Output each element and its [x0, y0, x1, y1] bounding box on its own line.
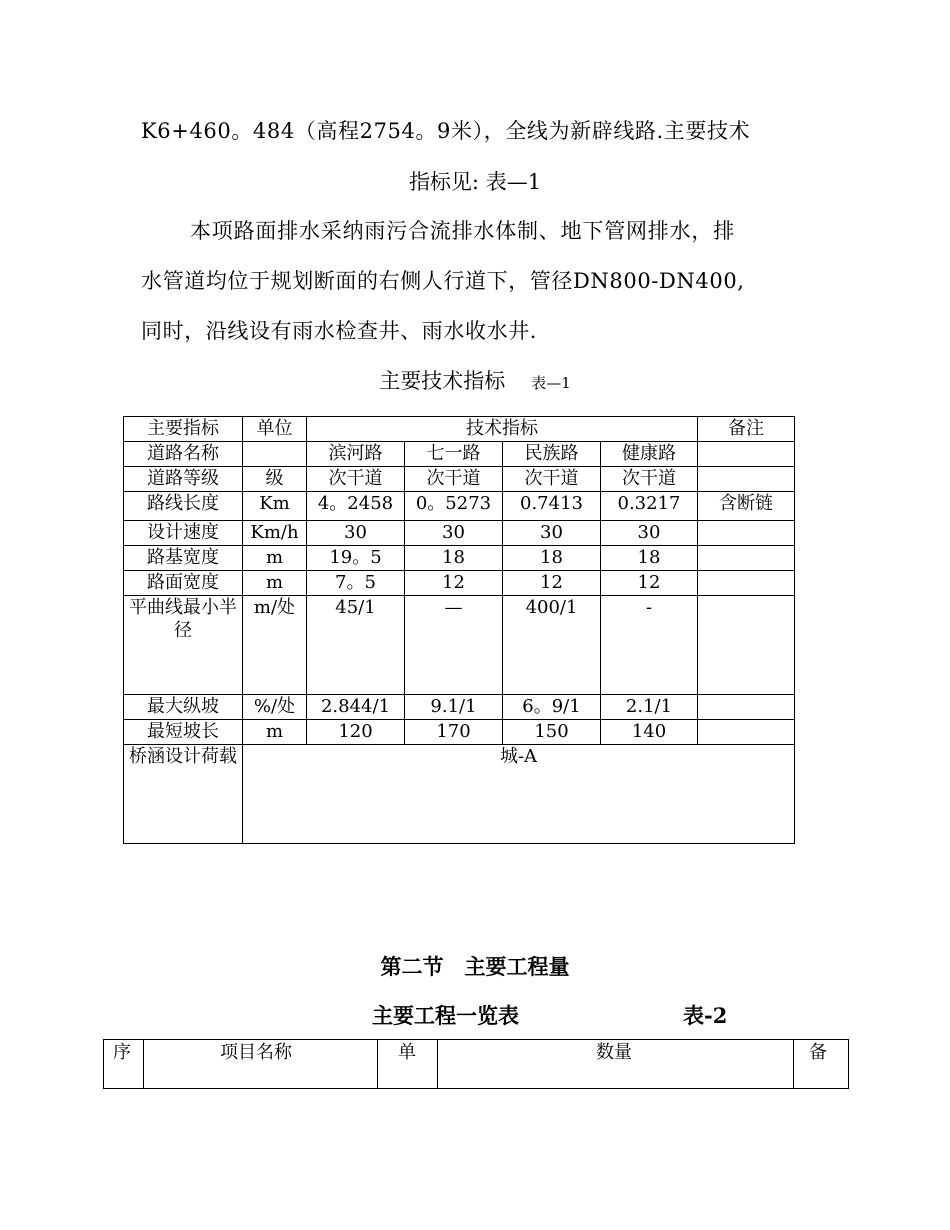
- table-cell: 18: [405, 546, 503, 571]
- table-cell: 路线长度: [124, 492, 243, 521]
- table-cell: [243, 442, 307, 467]
- table1-header-row: [124, 417, 795, 442]
- table-row: [124, 492, 795, 521]
- table-cell: 平曲线最小半径: [124, 596, 243, 695]
- table-cell: 次干道: [307, 467, 405, 492]
- paragraph-line-5: 同时，沿线设有雨水检查井、雨水收水井.: [141, 319, 538, 343]
- table-cell: m/处: [243, 596, 307, 695]
- table-row: [124, 467, 795, 492]
- table-cell: 30: [503, 521, 601, 546]
- table-cell: 120: [307, 720, 405, 745]
- table-cell: [698, 442, 795, 467]
- table-cell: 路面宽度: [124, 571, 243, 596]
- table-cell: m: [243, 546, 307, 571]
- table-cell: 次干道: [405, 467, 503, 492]
- table-row: [124, 596, 795, 695]
- table-cell: 含断链: [698, 492, 795, 521]
- table-cell: 道路名称: [124, 442, 243, 467]
- load-label: 桥涵设计荷载: [124, 745, 243, 844]
- table-cell: m: [243, 720, 307, 745]
- table1-caption: 主要技术指标: [379, 369, 506, 393]
- quantities-table: [103, 1039, 849, 1089]
- table-cell: 0.7413: [503, 492, 601, 521]
- table-cell: [698, 546, 795, 571]
- table-cell: 最短坡长: [124, 720, 243, 745]
- table-cell: 道路等级: [124, 467, 243, 492]
- table-cell: 6。9/1: [503, 695, 601, 720]
- header-remark: 备注: [698, 417, 795, 442]
- table-cell: 12: [601, 571, 698, 596]
- table-cell: 民族路: [503, 442, 601, 467]
- table-cell: 级: [243, 467, 307, 492]
- table-row-load: [124, 745, 795, 844]
- table-cell: 滨河路: [307, 442, 405, 467]
- table-cell: 次干道: [601, 467, 698, 492]
- table-cell: 4。2458: [307, 492, 405, 521]
- table-cell: 七一路: [405, 442, 503, 467]
- table2-header-row: [104, 1040, 849, 1089]
- table-cell: 2.844/1: [307, 695, 405, 720]
- table-cell: 健康路: [601, 442, 698, 467]
- table-cell: 路基宽度: [124, 546, 243, 571]
- table2-number: 表-2: [683, 1003, 728, 1028]
- table-cell: 30: [307, 521, 405, 546]
- table-cell: 0.3217: [601, 492, 698, 521]
- table-cell: [698, 720, 795, 745]
- paragraph-line-2: 指标见: 表—1: [408, 170, 542, 194]
- table-cell: Km/h: [243, 521, 307, 546]
- table-cell: 30: [405, 521, 503, 546]
- table-cell: 45/1: [307, 596, 405, 695]
- table-cell: [698, 467, 795, 492]
- load-value: 城-A: [243, 745, 795, 844]
- table-cell: [698, 521, 795, 546]
- table-cell: 12: [503, 571, 601, 596]
- header-remark: 备: [794, 1040, 849, 1089]
- table-cell: 30: [601, 521, 698, 546]
- table-cell: 7。5: [307, 571, 405, 596]
- table-cell: 次干道: [503, 467, 601, 492]
- table-row: [124, 571, 795, 596]
- table-cell: [698, 571, 795, 596]
- header-indicator: 主要指标: [124, 417, 243, 442]
- table-cell: 150: [503, 720, 601, 745]
- table-cell: m: [243, 571, 307, 596]
- paragraph-line-1: K6+460。484（高程2754。9米），全线为新辟线路.主要技术: [141, 119, 751, 143]
- table-cell: 2.1/1: [601, 695, 698, 720]
- table-row: [124, 720, 795, 745]
- table-row: [124, 695, 795, 720]
- technical-indicators-table: [123, 416, 795, 844]
- section-title: 第二节 主要工程量: [380, 954, 570, 979]
- table-cell: -: [601, 596, 698, 695]
- table2-caption: 主要工程一览表: [372, 1003, 519, 1028]
- table-cell: 18: [601, 546, 698, 571]
- table-cell: 19。5: [307, 546, 405, 571]
- table-cell: [698, 596, 795, 695]
- table-cell: %/处: [243, 695, 307, 720]
- table-row: [124, 442, 795, 467]
- table-cell: 设计速度: [124, 521, 243, 546]
- table-cell: 9.1/1: [405, 695, 503, 720]
- table-cell: Km: [243, 492, 307, 521]
- paragraph-line-4: 水管道均位于规划断面的右侧人行道下，管径DN800-DN400,: [141, 269, 745, 293]
- table-cell: 170: [405, 720, 503, 745]
- table-row: [124, 521, 795, 546]
- table-cell: 18: [503, 546, 601, 571]
- table1-caption-block: [0, 366, 950, 398]
- table-row: [124, 546, 795, 571]
- table-cell: [698, 695, 795, 720]
- table-cell: 400/1: [503, 596, 601, 695]
- header-seq: 序: [104, 1040, 144, 1089]
- paragraph-line-3: 本项路面排水采纳雨污合流排水体制、地下管网排水，排: [190, 219, 735, 243]
- header-quantity: 数量: [438, 1040, 794, 1089]
- table1-number: 表—1: [531, 374, 571, 392]
- header-technical-indicators: 技术指标: [307, 417, 698, 442]
- table-cell: 140: [601, 720, 698, 745]
- table-cell: —: [405, 596, 503, 695]
- table-cell: 12: [405, 571, 503, 596]
- header-unit: 单: [378, 1040, 438, 1089]
- header-item-name: 项目名称: [144, 1040, 378, 1089]
- table-cell: 最大纵坡: [124, 695, 243, 720]
- header-unit: 单位: [243, 417, 307, 442]
- table-cell: 0。5273: [405, 492, 503, 521]
